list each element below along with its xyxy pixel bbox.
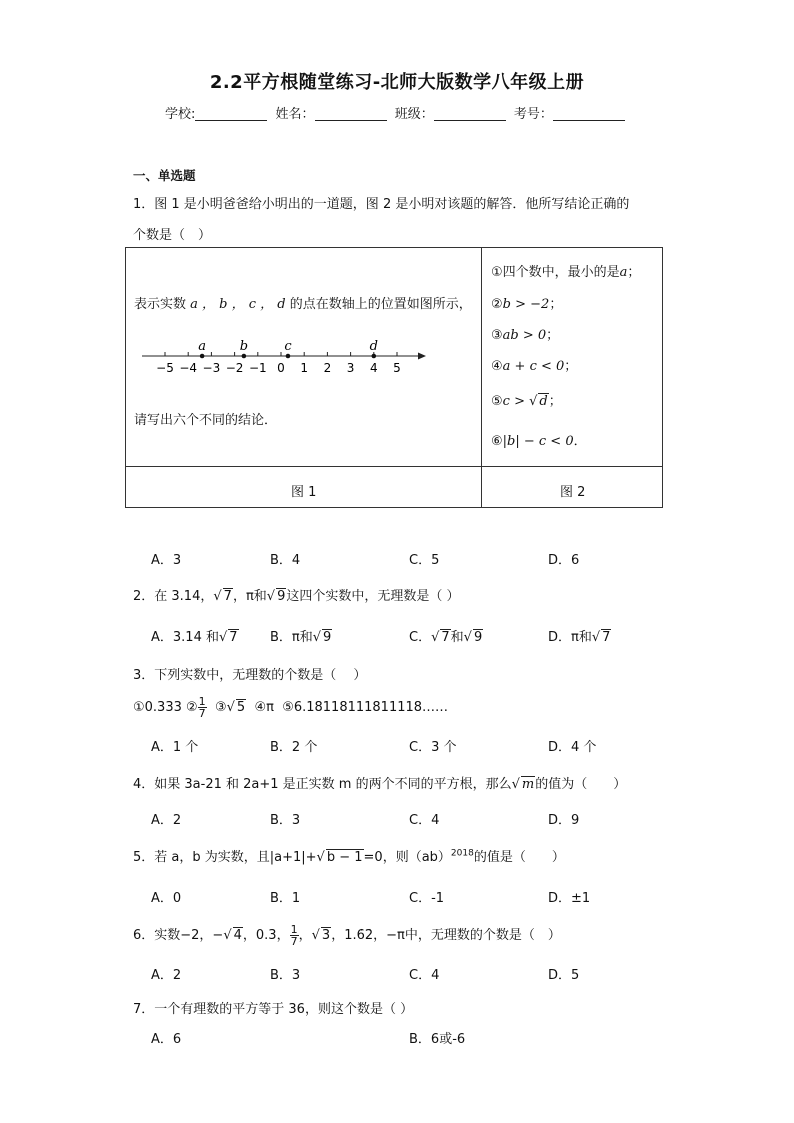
fraction-numerator: 1 xyxy=(290,923,298,936)
q1-option-a[interactable]: A．3 xyxy=(151,553,182,568)
number-line-arrow xyxy=(418,353,426,360)
a3-tail: ； xyxy=(546,328,560,343)
q1-stem-line1: 1．图 1 是小明爸爸给小明出的一道题，图 2 是小明对该题的解答．他所写结论正确的 xyxy=(133,197,630,212)
number-line-tick-label: −3 xyxy=(202,361,221,375)
q4-option-b[interactable]: B．3 xyxy=(270,813,301,828)
a4-num: ④ xyxy=(491,359,503,374)
q2-pre: 2．在 3.14， xyxy=(133,589,214,604)
a3-num: ③ xyxy=(491,328,503,343)
number-line-point-d xyxy=(372,354,377,359)
fig2-answer-3 xyxy=(491,324,559,343)
radical-sign: √ xyxy=(311,928,320,943)
table-divider-horizontal xyxy=(126,466,663,467)
q3-stem: 3．下列实数中，无理数的个数是（ ） xyxy=(133,668,367,683)
q3-option-a[interactable]: A．1 个 xyxy=(151,740,199,755)
number-line-tick-label: 1 xyxy=(300,361,309,375)
q5-stem-text: 5．若 a，b 为实数，且|a+1|+ xyxy=(133,850,317,865)
q6-comma: ， xyxy=(298,928,312,943)
fig2-answer-6 xyxy=(491,430,587,449)
q6-radicand-1: 4 xyxy=(233,928,242,943)
a4-tail: ； xyxy=(564,359,578,374)
q3-item-3-radicand: 5 xyxy=(236,700,246,715)
q6-post: ，1. xyxy=(331,928,357,943)
q5-option-c[interactable]: C．-1 xyxy=(409,891,445,906)
q5-option-a[interactable]: A．0 xyxy=(151,891,182,906)
number-line-point-label: b xyxy=(239,339,249,354)
q4-option-a[interactable]: A．2 xyxy=(151,813,182,828)
q5-exponent: 2018 xyxy=(450,848,474,859)
fig1-text-head: 表示实数 xyxy=(134,297,187,312)
number-line-point-label: d xyxy=(369,339,378,354)
q7-option-a[interactable]: A．6 xyxy=(151,1032,182,1047)
radical-sign: √ xyxy=(312,630,322,645)
q2-opt-d-radicand: 7 xyxy=(602,630,611,645)
q5-radicand: b − 1 xyxy=(326,850,363,865)
q2-option-a[interactable] xyxy=(151,626,239,645)
q2-option-b[interactable] xyxy=(270,626,332,645)
fig1-vars: a ， b ， c ， d xyxy=(190,297,286,312)
q2-opt-c-radicand-2: 9 xyxy=(473,630,483,645)
q2-post: 这四个实数中，无理数是（ ） xyxy=(286,589,460,604)
q5-option-d[interactable]: D．±1 xyxy=(548,891,591,906)
radical-sign: √ xyxy=(226,700,235,715)
a2-tail: ； xyxy=(549,297,563,312)
a5-tail: ； xyxy=(548,394,562,409)
radical-sign: √ xyxy=(511,777,520,792)
q3-option-d[interactable]: D．4 个 xyxy=(548,740,597,755)
q2-opt-c-mid: 和 xyxy=(450,630,464,645)
q4-radicand: m xyxy=(521,777,535,792)
q6-option-c[interactable]: C．4 xyxy=(409,968,440,983)
q5-tail: 的值是（ ） xyxy=(473,850,565,865)
a5-num: ⑤ xyxy=(491,394,503,409)
radical-sign: √ xyxy=(431,630,440,645)
fig2-answer-5 xyxy=(491,390,562,409)
q6-option-d[interactable]: D．5 xyxy=(548,968,580,983)
q3-item-4: ④π xyxy=(254,700,274,715)
q1-option-b[interactable]: B．4 xyxy=(270,553,301,568)
a6-tail: ． xyxy=(573,434,587,449)
radical-sign: √ xyxy=(591,630,601,645)
fig2-answer-4 xyxy=(491,355,577,374)
fraction-denominator: 7 xyxy=(290,935,298,948)
q4-option-d[interactable]: D．9 xyxy=(548,813,580,828)
a1-var: a xyxy=(619,265,628,280)
q5-post: =0，则（ab） xyxy=(363,850,451,865)
exam-no-label: 考号： xyxy=(513,107,553,122)
q3-item-5: ⑤6.18118111811118…… xyxy=(282,700,449,715)
q3-option-b[interactable]: B．2 个 xyxy=(270,740,318,755)
fig1-caption: 图 1 xyxy=(291,485,317,500)
number-line-point-c xyxy=(286,354,291,359)
q5-option-b[interactable]: B．1 xyxy=(270,891,301,906)
q2-radicand-2: 9 xyxy=(277,589,286,604)
q2-opt-a-text: A．3.14 和 xyxy=(151,630,219,645)
q2-stem xyxy=(133,585,459,604)
a5-radicand: d xyxy=(539,394,548,409)
number-line-point-b xyxy=(242,354,247,359)
q6-fraction xyxy=(290,924,299,947)
q7-stem: 7．一个有理数的平方等于 36，则这个数是（ ） xyxy=(133,1002,414,1017)
fig1-text-tail: 的点在数轴上的位置如图所示， xyxy=(289,297,472,312)
fig1-bottom-text: 请写出六个不同的结论． xyxy=(134,413,278,428)
radical-sign: √ xyxy=(266,589,276,604)
number-line-tick-label: 0 xyxy=(277,361,285,375)
q3-item-1: ①0.333 ② xyxy=(133,700,198,715)
q3-option-c[interactable]: C．3 个 xyxy=(409,740,457,755)
fig1-text xyxy=(134,293,472,312)
q6-option-b[interactable]: B．3 xyxy=(270,968,301,983)
number-line-tick-label: −2 xyxy=(225,361,244,375)
a5-expr: c > xyxy=(502,394,525,409)
a2-num: ② xyxy=(491,297,503,312)
q1-option-c[interactable]: C．5 xyxy=(409,553,440,568)
radical-sign: √ xyxy=(316,850,325,865)
q2-opt-c-radicand-1: 7 xyxy=(441,630,450,645)
number-line-tick-label: 3 xyxy=(346,361,355,375)
q4-post: 的值为（ ） xyxy=(535,777,627,792)
number-line-tick-label: −4 xyxy=(179,361,198,375)
class-blank[interactable] xyxy=(434,106,506,121)
q2-opt-b-text: B．π和 xyxy=(270,630,313,645)
q3-fraction xyxy=(198,696,207,719)
number-line-tick-label: −1 xyxy=(248,361,267,375)
q4-stem-text: 4．如果 3a-21 和 2a+1 是正实数 m 的两个不同的平方根，那么 xyxy=(133,777,512,792)
q2-radicand-1: 7 xyxy=(223,589,232,604)
q2-opt-a-radicand: 7 xyxy=(229,630,238,645)
a6-expr: |b| − c < 0 xyxy=(502,434,574,449)
radical-sign: √ xyxy=(218,630,228,645)
radical-sign: √ xyxy=(529,394,538,409)
q2-option-c[interactable] xyxy=(409,626,483,645)
q6-radicand-2: 3 xyxy=(321,928,331,943)
q1-figure-table xyxy=(125,247,663,508)
class-label: 班级： xyxy=(394,107,434,122)
a6-num: ⑥ xyxy=(491,434,503,449)
fraction-denominator: 7 xyxy=(198,707,206,720)
fraction-numerator: 1 xyxy=(198,695,206,708)
radical-sign: √ xyxy=(223,928,232,943)
q4-option-c[interactable]: C．4 xyxy=(409,813,440,828)
fig2-answer-2 xyxy=(491,293,562,312)
name-label: 姓名： xyxy=(275,107,315,122)
number-line xyxy=(140,336,430,376)
fig2-answer-1 xyxy=(491,261,640,280)
q7-option-b[interactable]: B．6或-6 xyxy=(409,1032,466,1047)
section-title: 一、单选题 xyxy=(133,168,196,183)
fig2-caption: 图 2 xyxy=(560,485,586,500)
radical-sign: √ xyxy=(463,630,472,645)
exam-no-blank[interactable] xyxy=(553,106,625,121)
school-label: 学校: xyxy=(165,107,196,122)
q3-item-3: ③ xyxy=(214,700,227,715)
q6-mid: ，0.3， xyxy=(242,928,290,943)
number-line-point-a xyxy=(200,354,205,359)
q6-pre: 6．实数−2，− xyxy=(133,928,224,943)
number-line-point-label: c xyxy=(284,339,292,354)
name-blank[interactable] xyxy=(315,106,387,121)
q6-tail: ，−π中，无理数的个数是（ ） xyxy=(373,928,561,943)
q5-stem xyxy=(133,846,565,865)
q2-opt-c-prefix: C． xyxy=(409,630,432,645)
q1-stem-line2: 个数是（ ） xyxy=(133,228,212,243)
number-line-point-label: a xyxy=(198,339,207,354)
q2-opt-b-radicand: 9 xyxy=(323,630,332,645)
q2-mid: ，π和 xyxy=(232,589,267,604)
a1-text: ①四个数中，最小的是 xyxy=(491,265,620,280)
school-blank[interactable] xyxy=(195,106,267,121)
radical-sign: √ xyxy=(213,589,222,604)
q2-option-d[interactable] xyxy=(548,626,611,645)
q6-option-a[interactable]: A．2 xyxy=(151,968,182,983)
a1-tail: ； xyxy=(627,265,641,280)
q6-stem xyxy=(133,924,561,947)
table-divider-vertical xyxy=(481,248,482,508)
number-line-tick-label: 5 xyxy=(393,361,401,375)
number-line-tick-label: 4 xyxy=(369,361,378,375)
a4-expr: a + c < 0 xyxy=(502,359,565,374)
a2-expr: b > −2 xyxy=(502,297,550,312)
page-title: 2.2平方根随堂练习-北师大版数学八年级上册 xyxy=(209,72,585,93)
number-line-tick-label: −5 xyxy=(156,361,174,375)
q3-items xyxy=(133,696,448,719)
q2-opt-d-text: D．π和 xyxy=(548,630,592,645)
q1-option-d[interactable]: D．6 xyxy=(548,553,580,568)
student-info-line xyxy=(165,103,629,122)
number-line-tick-label: 2 xyxy=(323,361,332,375)
q4-stem xyxy=(133,773,626,792)
a3-expr: ab > 0 xyxy=(502,328,547,343)
q6-repeating-digits: 6̇2̇ xyxy=(356,928,374,943)
